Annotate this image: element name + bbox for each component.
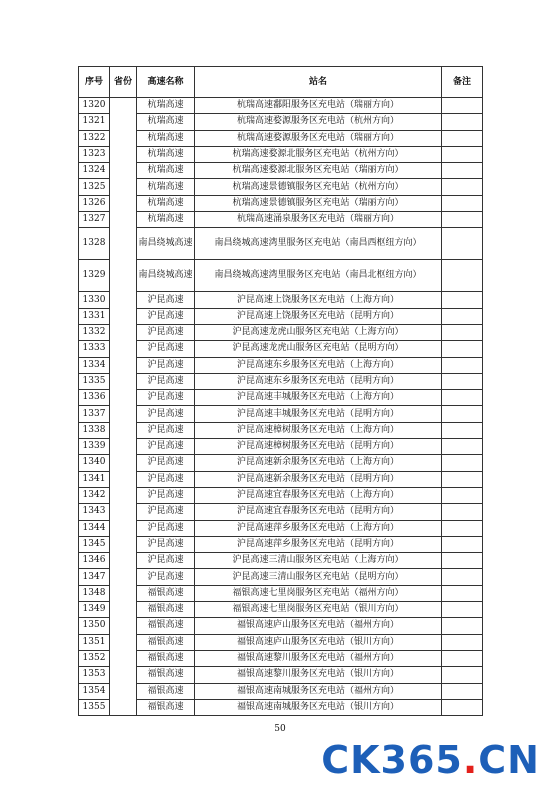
table-row <box>79 553 483 569</box>
row-highway: 福银高速 <box>137 602 195 618</box>
row-station: 沪昆高速宜春服务区充电站（昆明方向） <box>195 504 442 520</box>
row-no: 1351 <box>79 634 110 650</box>
row-note <box>442 553 483 569</box>
row-station: 沪昆高速上饶服务区充电站（昆明方向） <box>195 308 442 324</box>
row-no: 1325 <box>79 179 110 195</box>
row-no: 1355 <box>79 699 110 715</box>
row-note <box>442 146 483 162</box>
row-no: 1342 <box>79 487 110 503</box>
page-number: 50 <box>274 724 286 734</box>
row-highway: 福银高速 <box>137 650 195 666</box>
row-highway: 沪昆高速 <box>137 373 195 389</box>
table-row <box>79 602 483 618</box>
row-station: 杭瑞高速婺源服务区充电站（瑞丽方向） <box>195 130 442 146</box>
row-station: 沪昆高速丰城服务区充电站（上海方向） <box>195 390 442 406</box>
row-highway: 杭瑞高速 <box>137 195 195 211</box>
row-station: 福银高速南城服务区充电站（银川方向） <box>195 699 442 715</box>
row-note <box>442 163 483 179</box>
header-note: 备注 <box>442 67 483 98</box>
row-note <box>442 260 483 292</box>
row-highway: 福银高速 <box>137 618 195 634</box>
table-row <box>79 98 483 114</box>
row-no: 1324 <box>79 163 110 179</box>
row-station: 福银高速黎川服务区充电站（银川方向） <box>195 667 442 683</box>
table-row <box>79 341 483 357</box>
row-highway: 沪昆高速 <box>137 520 195 536</box>
row-highway: 沪昆高速 <box>137 439 195 455</box>
row-note <box>442 98 483 114</box>
row-note <box>442 699 483 715</box>
row-no: 1341 <box>79 471 110 487</box>
row-station: 杭瑞高速婺源北服务区充电站（瑞丽方向） <box>195 163 442 179</box>
row-note <box>442 422 483 438</box>
table-row <box>79 130 483 146</box>
row-station: 杭瑞高速景德镇服务区充电站（瑞丽方向） <box>195 195 442 211</box>
row-no: 1332 <box>79 324 110 340</box>
row-highway: 福银高速 <box>137 699 195 715</box>
row-no: 1328 <box>79 228 110 260</box>
row-no: 1340 <box>79 455 110 471</box>
row-station: 福银高速七里岗服务区充电站（银川方向） <box>195 602 442 618</box>
row-station: 南昌绕城高速湾里服务区充电站（南昌西枢纽方向） <box>195 228 442 260</box>
table-row <box>79 163 483 179</box>
table-row <box>79 455 483 471</box>
row-no: 1335 <box>79 373 110 389</box>
row-no: 1343 <box>79 504 110 520</box>
row-no: 1346 <box>79 553 110 569</box>
row-station: 杭瑞高速景德镇服务区充电站（杭州方向） <box>195 179 442 195</box>
row-note <box>442 634 483 650</box>
row-highway: 沪昆高速 <box>137 324 195 340</box>
table-row <box>79 260 483 292</box>
table-row <box>79 292 483 308</box>
row-note <box>442 683 483 699</box>
table-row <box>79 324 483 340</box>
row-no: 1336 <box>79 390 110 406</box>
row-note <box>442 324 483 340</box>
row-note <box>442 504 483 520</box>
table-row <box>79 390 483 406</box>
row-station: 沪昆高速龙虎山服务区充电站（昆明方向） <box>195 341 442 357</box>
table-row <box>79 618 483 634</box>
table-header-row <box>79 67 483 98</box>
row-note <box>442 471 483 487</box>
watermark-main: CK365 <box>321 738 463 782</box>
row-highway: 福银高速 <box>137 667 195 683</box>
row-province <box>110 98 137 716</box>
row-highway: 杭瑞高速 <box>137 130 195 146</box>
station-table-container <box>78 66 482 716</box>
row-highway: 沪昆高速 <box>137 390 195 406</box>
row-station: 沪昆高速东乡服务区充电站（上海方向） <box>195 357 442 373</box>
row-no: 1344 <box>79 520 110 536</box>
row-highway: 沪昆高速 <box>137 536 195 552</box>
row-station: 沪昆高速萍乡服务区充电站（昆明方向） <box>195 536 442 552</box>
row-station: 沪昆高速新余服务区充电站（昆明方向） <box>195 471 442 487</box>
table-row <box>79 406 483 422</box>
row-note <box>442 373 483 389</box>
row-note <box>442 406 483 422</box>
row-station: 福银高速庐山服务区充电站（福州方向） <box>195 618 442 634</box>
row-note <box>442 228 483 260</box>
row-highway: 沪昆高速 <box>137 569 195 585</box>
row-station: 杭瑞高速鄱阳服务区充电站（瑞丽方向） <box>195 98 442 114</box>
row-station: 沪昆高速宜春服务区充电站（上海方向） <box>195 487 442 503</box>
row-station: 南昌绕城高速湾里服务区充电站（南昌北枢纽方向） <box>195 260 442 292</box>
row-note <box>442 520 483 536</box>
row-station: 沪昆高速龙虎山服务区充电站（上海方向） <box>195 324 442 340</box>
row-note <box>442 602 483 618</box>
row-no: 1334 <box>79 357 110 373</box>
table-row <box>79 683 483 699</box>
table-row <box>79 667 483 683</box>
table-row <box>79 308 483 324</box>
row-station: 沪昆高速新余服务区充电站（上海方向） <box>195 455 442 471</box>
table-row <box>79 373 483 389</box>
table-row <box>79 228 483 260</box>
row-note <box>442 650 483 666</box>
row-note <box>442 569 483 585</box>
row-note <box>442 439 483 455</box>
table-row <box>79 195 483 211</box>
row-note <box>442 308 483 324</box>
row-station: 沪昆高速萍乡服务区充电站（上海方向） <box>195 520 442 536</box>
table-row <box>79 487 483 503</box>
table-body <box>79 98 483 716</box>
row-no: 1349 <box>79 602 110 618</box>
table-row <box>79 520 483 536</box>
row-highway: 南昌绕城高速 <box>137 228 195 260</box>
row-highway: 杭瑞高速 <box>137 163 195 179</box>
table-row <box>79 422 483 438</box>
row-no: 1320 <box>79 98 110 114</box>
row-note <box>442 455 483 471</box>
row-no: 1352 <box>79 650 110 666</box>
row-station: 沪昆高速三清山服务区充电站（昆明方向） <box>195 569 442 585</box>
row-highway: 福银高速 <box>137 683 195 699</box>
row-station: 沪昆高速丰城服务区充电站（昆明方向） <box>195 406 442 422</box>
row-note <box>442 130 483 146</box>
row-highway: 沪昆高速 <box>137 357 195 373</box>
row-no: 1321 <box>79 114 110 130</box>
header-highway: 高速名称 <box>137 67 195 98</box>
row-highway: 福银高速 <box>137 585 195 601</box>
header-province: 省份 <box>110 67 137 98</box>
row-highway: 南昌绕城高速 <box>137 260 195 292</box>
row-note <box>442 212 483 228</box>
row-note <box>442 585 483 601</box>
row-station: 沪昆高速三清山服务区充电站（上海方向） <box>195 553 442 569</box>
table-row <box>79 536 483 552</box>
row-station: 福银高速南城服务区充电站（福州方向） <box>195 683 442 699</box>
row-station: 杭瑞高速婺源服务区充电站（杭州方向） <box>195 114 442 130</box>
row-no: 1347 <box>79 569 110 585</box>
row-highway: 沪昆高速 <box>137 406 195 422</box>
row-station: 福银高速黎川服务区充电站（福州方向） <box>195 650 442 666</box>
row-no: 1329 <box>79 260 110 292</box>
row-no: 1339 <box>79 439 110 455</box>
table-row <box>79 650 483 666</box>
row-no: 1322 <box>79 130 110 146</box>
row-note <box>442 179 483 195</box>
row-station: 福银高速庐山服务区充电站（银川方向） <box>195 634 442 650</box>
row-no: 1353 <box>79 667 110 683</box>
row-highway: 沪昆高速 <box>137 455 195 471</box>
header-station: 站名 <box>195 67 442 98</box>
table-row <box>79 439 483 455</box>
row-highway: 沪昆高速 <box>137 308 195 324</box>
table-row <box>79 212 483 228</box>
row-station: 沪昆高速上饶服务区充电站（上海方向） <box>195 292 442 308</box>
row-no: 1330 <box>79 292 110 308</box>
row-highway: 沪昆高速 <box>137 471 195 487</box>
row-note <box>442 341 483 357</box>
station-table <box>78 66 483 716</box>
row-highway: 沪昆高速 <box>137 422 195 438</box>
row-highway: 沪昆高速 <box>137 292 195 308</box>
row-station: 沪昆高速东乡服务区充电站（昆明方向） <box>195 373 442 389</box>
header-no: 序号 <box>79 67 110 98</box>
table-row <box>79 569 483 585</box>
table-row <box>79 504 483 520</box>
table-row <box>79 699 483 715</box>
row-no: 1331 <box>79 308 110 324</box>
row-station: 沪昆高速樟树服务区充电站（昆明方向） <box>195 439 442 455</box>
table-row <box>79 357 483 373</box>
row-no: 1354 <box>79 683 110 699</box>
row-no: 1323 <box>79 146 110 162</box>
row-note <box>442 195 483 211</box>
row-note <box>442 390 483 406</box>
row-no: 1338 <box>79 422 110 438</box>
row-note <box>442 667 483 683</box>
row-note <box>442 618 483 634</box>
row-no: 1327 <box>79 212 110 228</box>
row-no: 1326 <box>79 195 110 211</box>
row-highway: 沪昆高速 <box>137 553 195 569</box>
table-row <box>79 634 483 650</box>
row-highway: 杭瑞高速 <box>137 179 195 195</box>
row-highway: 杭瑞高速 <box>137 146 195 162</box>
row-station: 沪昆高速樟树服务区充电站（上海方向） <box>195 422 442 438</box>
row-no: 1350 <box>79 618 110 634</box>
watermark-logo <box>321 738 540 782</box>
row-highway: 沪昆高速 <box>137 341 195 357</box>
row-highway: 沪昆高速 <box>137 487 195 503</box>
row-no: 1337 <box>79 406 110 422</box>
table-row <box>79 146 483 162</box>
row-note <box>442 357 483 373</box>
row-highway: 沪昆高速 <box>137 504 195 520</box>
row-no: 1345 <box>79 536 110 552</box>
row-note <box>442 536 483 552</box>
row-highway: 杭瑞高速 <box>137 98 195 114</box>
table-row <box>79 585 483 601</box>
row-highway: 杭瑞高速 <box>137 212 195 228</box>
row-highway: 福银高速 <box>137 634 195 650</box>
row-station: 杭瑞高速涌泉服务区充电站（瑞丽方向） <box>195 212 442 228</box>
row-highway: 杭瑞高速 <box>137 114 195 130</box>
row-note <box>442 292 483 308</box>
table-row <box>79 114 483 130</box>
row-note <box>442 114 483 130</box>
table-row <box>79 179 483 195</box>
watermark-suffix: CN <box>478 738 540 782</box>
table-row <box>79 471 483 487</box>
row-station: 杭瑞高速婺源北服务区充电站（杭州方向） <box>195 146 442 162</box>
row-note <box>442 487 483 503</box>
row-station: 福银高速七里岗服务区充电站（福州方向） <box>195 585 442 601</box>
row-no: 1333 <box>79 341 110 357</box>
row-no: 1348 <box>79 585 110 601</box>
watermark-dot: . <box>462 738 479 782</box>
